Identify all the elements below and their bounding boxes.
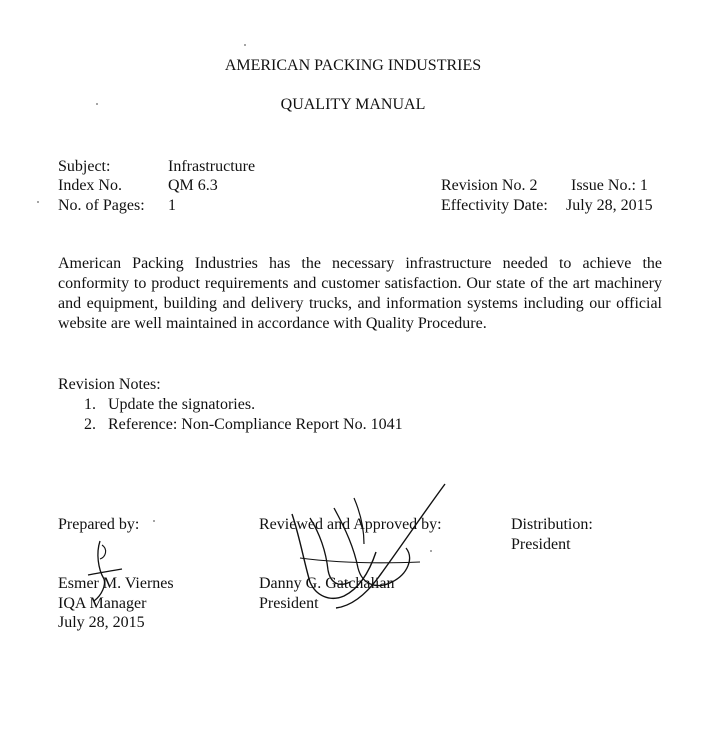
index-value: QM 6.3 — [168, 177, 218, 194]
preparer-signature — [84, 535, 144, 605]
reviewer-name: Danny G. Gatchalian — [259, 575, 395, 592]
manual-title: QUALITY MANUAL — [280, 96, 426, 113]
prepared-by-label: Prepared by: — [58, 516, 140, 533]
preparer-date: July 28, 2015 — [58, 614, 145, 631]
revision-note-number: 2. — [84, 416, 96, 433]
policy-paragraph: American Packing Industries has the necessary infrastructure needed to achieve the conformity to product requirements and customer satisfaction. Our state of the art machinery and equipment, building and delivery trucks, and information systems including our official website are well maintained in accordance with Quality Procedure. — [58, 255, 662, 332]
revision-note-text: Reference: Non-Compliance Report No. 1041 — [108, 416, 403, 433]
reviewer-signature — [280, 478, 455, 618]
reviewed-by-label: Reviewed and Approved by: — [259, 516, 442, 533]
scan-speck — [244, 44, 246, 46]
subject-label: Subject: — [58, 158, 111, 175]
preparer-title: IQA Manager — [58, 595, 147, 612]
distribution-label: Distribution: — [511, 516, 593, 533]
effectivity-date: July 28, 2015 — [566, 197, 653, 214]
scan-speck — [37, 201, 39, 203]
pages-label: No. of Pages: — [58, 197, 145, 214]
effectivity-label: Effectivity Date: — [441, 197, 548, 214]
preparer-name: Esmer M. Viernes — [58, 575, 174, 592]
revision-number: Revision No. 2 — [441, 177, 538, 194]
distribution-value: President — [511, 536, 571, 553]
company-title: AMERICAN PACKING INDUSTRIES — [224, 57, 482, 74]
pages-value: 1 — [168, 197, 176, 214]
revision-notes-title: Revision Notes: — [58, 376, 161, 393]
scan-speck — [153, 520, 155, 522]
subject-value: Infrastructure — [168, 158, 256, 175]
reviewer-title: President — [259, 595, 319, 612]
scan-speck — [430, 550, 432, 552]
index-label: Index No. — [58, 177, 122, 194]
revision-note-text: Update the signatories. — [108, 396, 256, 413]
revision-note-number: 1. — [84, 396, 96, 413]
issue-number: Issue No.: 1 — [571, 177, 648, 194]
scan-speck — [96, 103, 98, 105]
